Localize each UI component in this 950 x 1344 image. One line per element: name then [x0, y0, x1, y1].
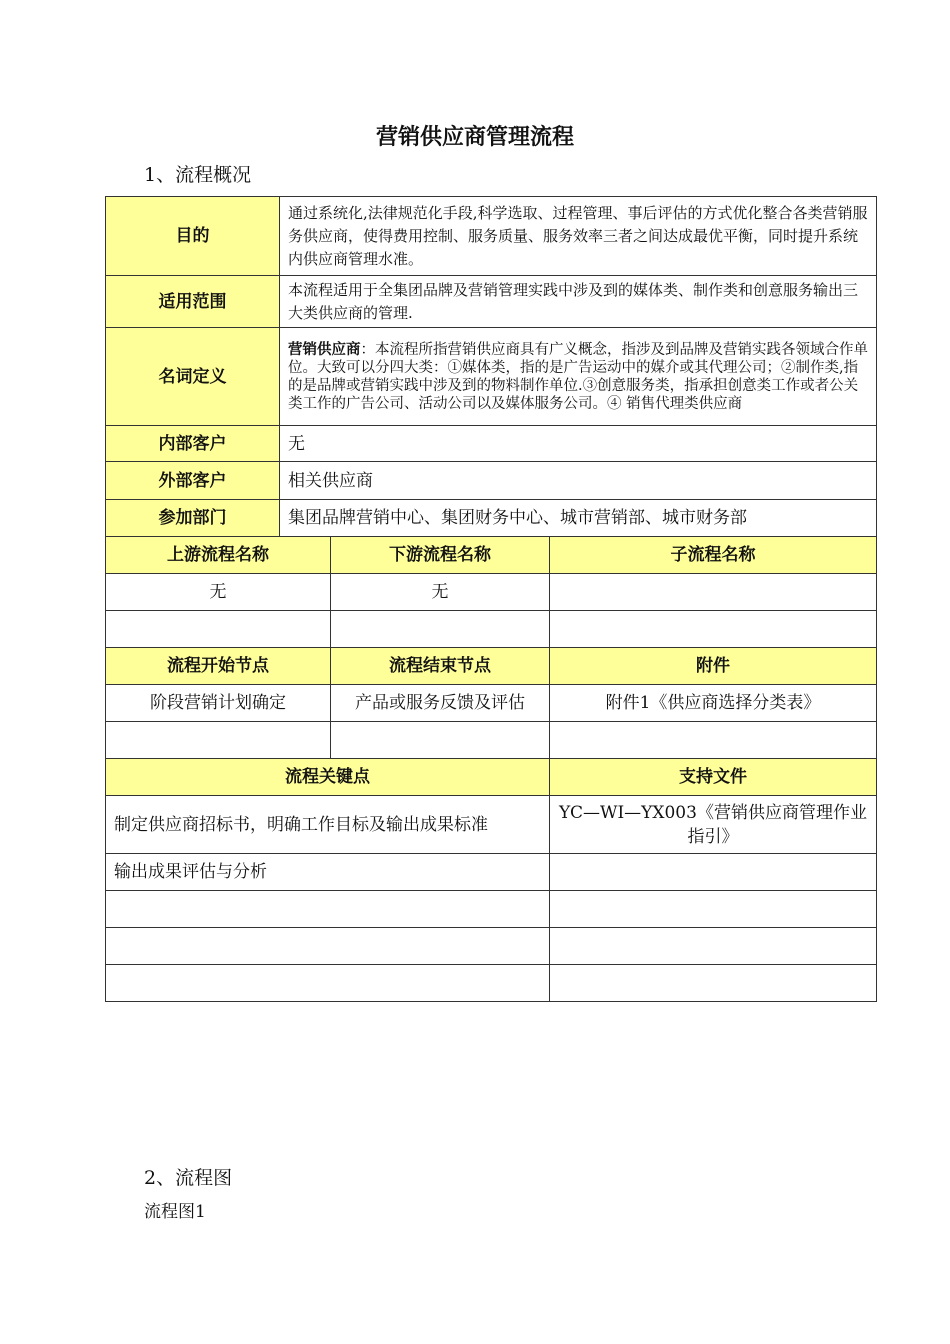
scope-label: 适用范围	[106, 276, 280, 328]
table-cell	[106, 965, 550, 1002]
table-cell: 产品或服务反馈及评估	[331, 685, 550, 722]
end-node-header: 流程结束节点	[331, 648, 550, 685]
process-overview-table	[105, 196, 877, 1002]
table-cell	[106, 611, 331, 648]
table-cell	[550, 854, 877, 891]
table-cell	[106, 722, 331, 759]
upstream-header: 上游流程名称	[106, 537, 331, 574]
definition-term: 营销供应商	[288, 341, 361, 358]
section-heading-flowchart: 2、流程图	[144, 1167, 233, 1189]
table-cell	[106, 928, 550, 965]
external-customer-value: 相关供应商	[280, 462, 877, 500]
table-cell: 制定供应商招标书，明确工作目标及输出成果标准	[106, 796, 550, 854]
table-cell	[550, 722, 877, 759]
definition-text: ：本流程所指营销供应商具有广义概念，指涉及到品牌及营销实践各领域合作单位。大致可以分四大类：①媒体类，指的是广告运动中的媒介或其代理公司；②制作类,指的是品牌或营销实践中涉及到的物料制作单位.③创意服务类，指承担创意类工作或者公关类工作的广告公司、活动公司以及媒体服务公司。④ 销售代理类供应商	[288, 341, 868, 412]
departments-label: 参加部门	[106, 500, 280, 537]
purpose-label: 目的	[106, 197, 280, 276]
figure-label: 流程图1	[144, 1202, 206, 1222]
definition-label: 名词定义	[106, 328, 280, 426]
table-cell: 阶段营销计划确定	[106, 685, 331, 722]
table-cell: 无	[331, 574, 550, 611]
support-docs-header: 支持文件	[550, 759, 877, 796]
page-title: 营销供应商管理流程	[375, 125, 574, 150]
scope-text: 本流程适用于全集团品牌及营销管理实践中涉及到的媒体类、制作类和创意服务输出三大类供应商的管理.	[280, 276, 877, 328]
table-cell	[331, 611, 550, 648]
start-node-header: 流程开始节点	[106, 648, 331, 685]
table-cell: 无	[106, 574, 331, 611]
table-cell: YC—WI—YX003《营销供应商管理作业指引》	[550, 796, 877, 854]
table-cell	[550, 965, 877, 1002]
attachment-header: 附件	[550, 648, 877, 685]
downstream-header: 下游流程名称	[331, 537, 550, 574]
table-cell: 输出成果评估与分析	[106, 854, 550, 891]
internal-customer-value: 无	[280, 426, 877, 462]
key-points-header: 流程关键点	[106, 759, 550, 796]
section-heading-overview: 1、流程概况	[144, 164, 252, 186]
external-customer-label: 外部客户	[106, 462, 280, 500]
internal-customer-label: 内部客户	[106, 426, 280, 462]
purpose-text: 通过系统化,法律规范化手段,科学选取、过程管理、事后评估的方式优化整合各类营销服务供应商，使得费用控制、服务质量、服务效率三者之间达成最优平衡，同时提升系统内供应商管理水准。	[280, 197, 877, 276]
table-cell	[106, 891, 550, 928]
table-cell	[550, 611, 877, 648]
subprocess-header: 子流程名称	[550, 537, 877, 574]
table-cell: 附件1《供应商选择分类表》	[550, 685, 877, 722]
table-cell	[550, 928, 877, 965]
definition-cell	[280, 328, 877, 426]
table-cell	[550, 891, 877, 928]
table-cell	[550, 574, 877, 611]
departments-value: 集团品牌营销中心、集团财务中心、城市营销部、城市财务部	[280, 500, 877, 537]
table-cell	[331, 722, 550, 759]
